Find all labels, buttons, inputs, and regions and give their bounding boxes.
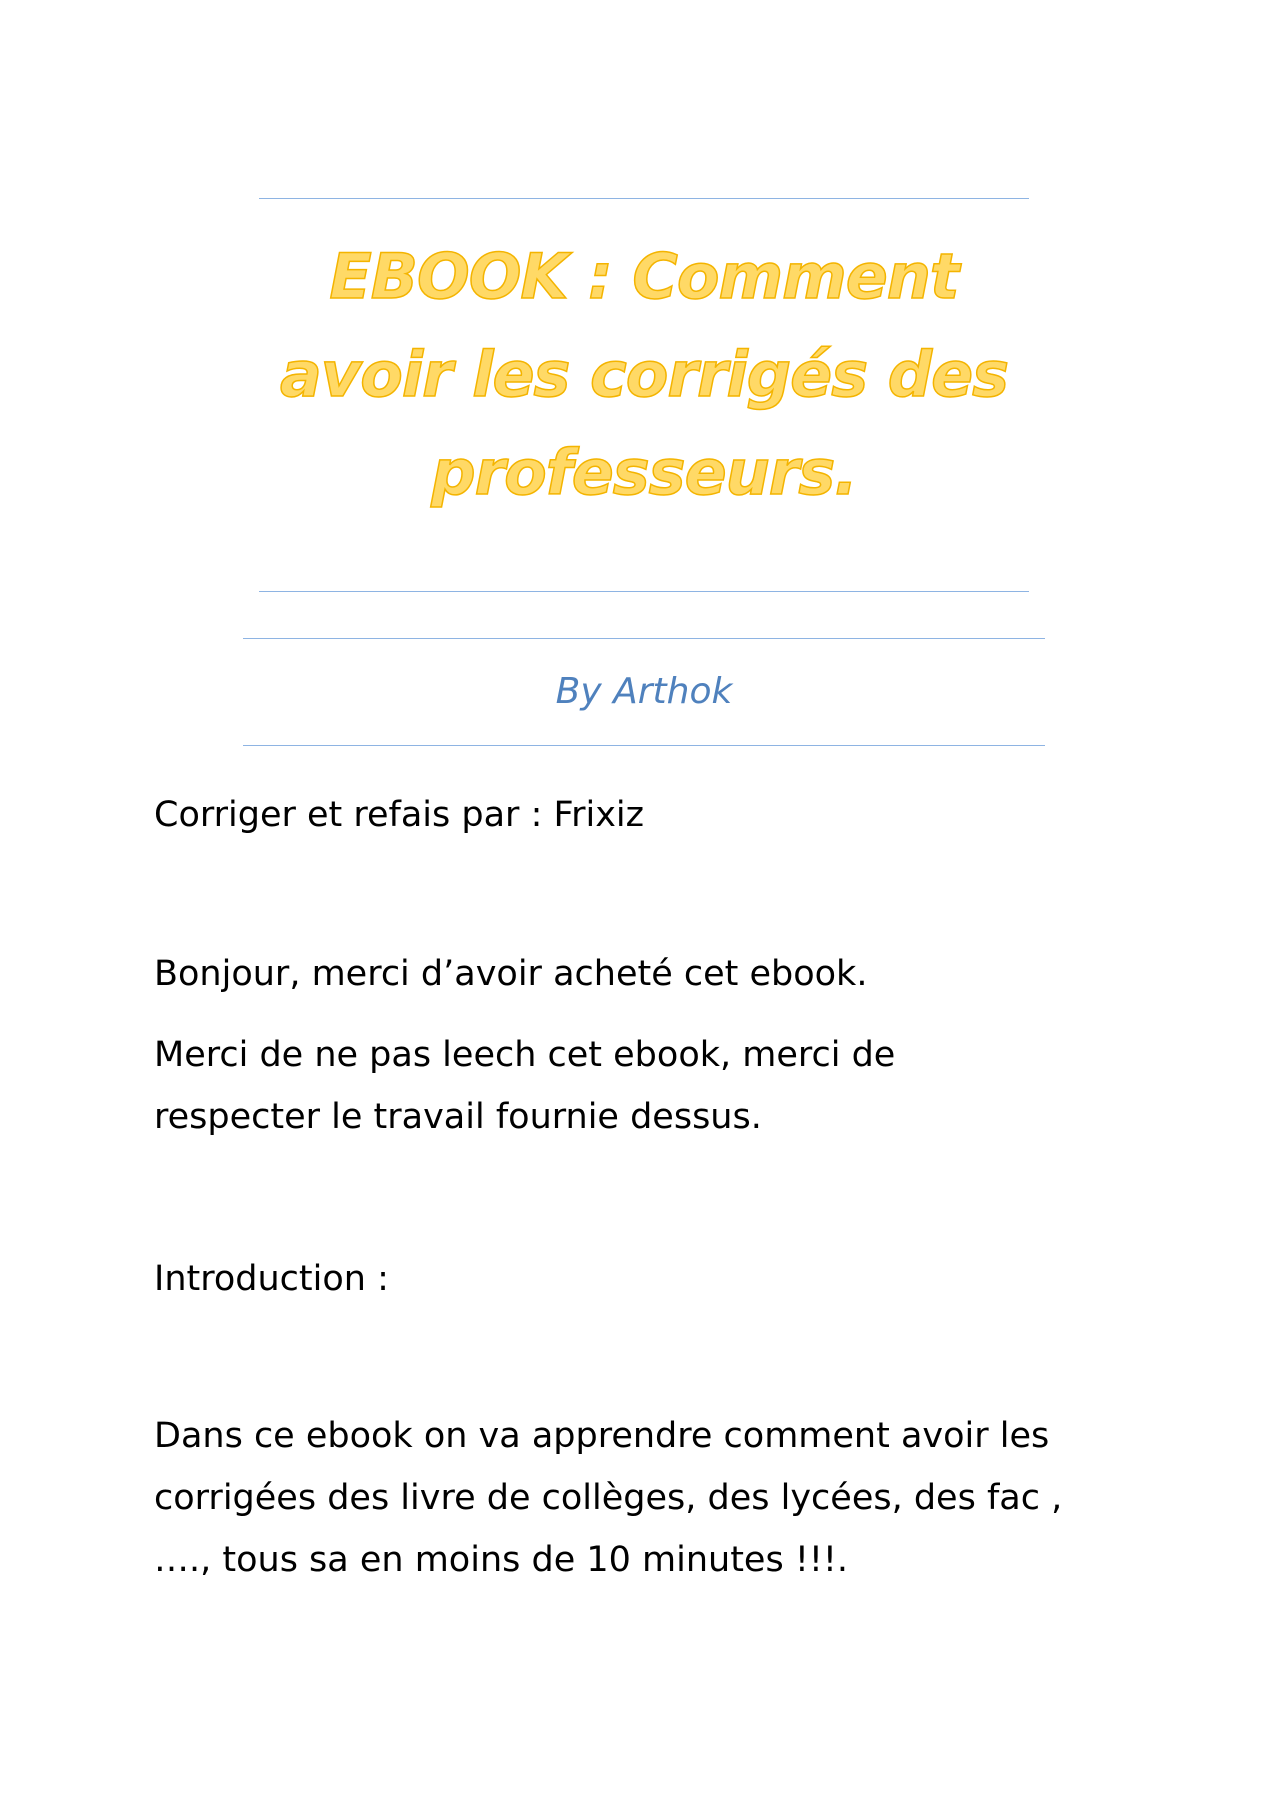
title-bottom-rule [259,591,1029,592]
document-title [259,228,1029,522]
title-top-rule [259,198,1029,199]
paragraph-line: …., tous sa en moins de 10 minutes !!!. [154,1540,849,1580]
paragraph-line: Dans ce ebook on va apprendre comment avoir les [154,1416,1050,1456]
title-line: EBOOK : Comment [329,240,959,313]
paragraph-line: Merci de ne pas leech cet ebook, merci de [154,1035,896,1075]
request-paragraph [154,1024,1154,1148]
author-byline: By Arthok [555,671,733,712]
paragraph-line: respecter le travail fournie dessus. [154,1097,762,1137]
title-line: professeurs. [431,436,857,509]
byline-top-rule [243,638,1045,639]
title-line: avoir les corrigés des [279,338,1009,411]
corrector-credit: Corriger et refais par : Frixiz [154,795,644,835]
paragraph-line: corrigées des livre de collèges, des lycées, des fac , [154,1478,1063,1518]
greeting-paragraph: Bonjour, merci d’avoir acheté cet ebook. [154,954,868,994]
introduction-heading: Introduction : [154,1259,389,1299]
byline-bottom-rule [243,745,1045,746]
introduction-paragraph [154,1405,1154,1591]
